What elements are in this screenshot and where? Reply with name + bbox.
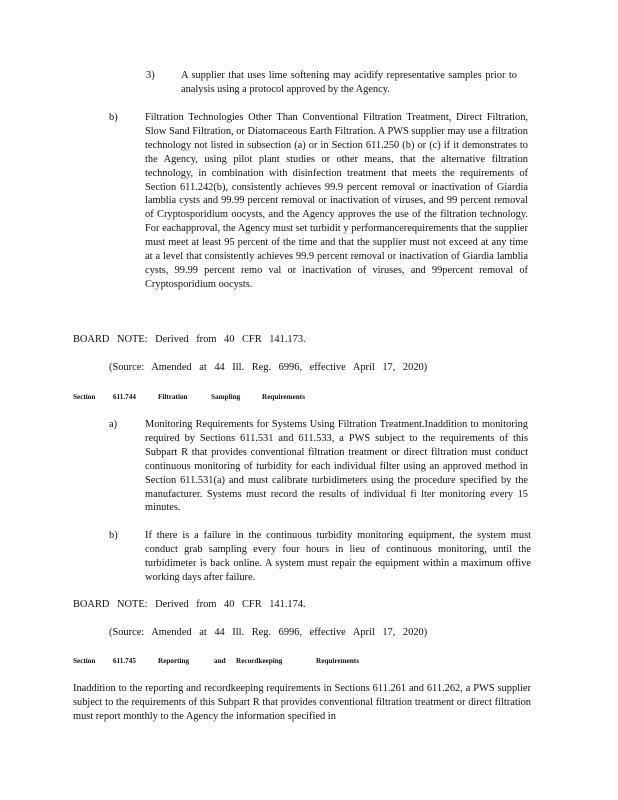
list-label-b: b) [109, 530, 118, 541]
list-label-3: 3) [146, 70, 155, 81]
section-number: 611.745 [113, 657, 136, 665]
section-title-word: Requirements [316, 657, 359, 665]
section-title-word: and [214, 657, 226, 665]
section-611-744-heading [73, 392, 305, 402]
filtration-technologies-paragraph: Filtration Technologies Other Than Conventional Filtration Treatment, Direct Filtration, Slow Sand Filtration, or Diatomaceous Earth Filtration. A PWS supplier may use a filtration technology not listed in subsection (a) or in Section 611.250 (b) or (c) if it demonstrates to the Agency, using pilot plant studies or other means, that the alternative filtration technology, in combination with disinfection treatment that meets the requirements of Section 611.242(b), consistently achieves 99.9 percent removal or inactivation of Giardia lamblia cysts and 99.99 percent removal or inactivation of viruses, and 99 percent removal of Cryptosporidium oocysts, and the Agency approves the use of the filtration technology. For eachapproval, the Agency must set turbidit y performancerequirements that the supplier must meet at least 95 percent of the time and that the supplier must not exceed at any time at a level that consistently achieves 99.9 percent removal or inactivation of Giardia lamblia cysts, 99.99 percent remo val or inactivation of viruses, and 99percent removal of Cryptosporidium oocysts. [145, 112, 528, 290]
lime-softening-paragraph: A supplier that uses lime softening may acidify representative samples prior to analysis using a protocol approved by the Agency. [181, 70, 517, 95]
list-label-a: a) [109, 419, 118, 430]
section-title-word: Requirements [262, 393, 305, 401]
section-number: 611.744 [113, 393, 136, 401]
source-note-1: (Source: Amended at 44 Ill. Reg. 6996, effective April 17, 2020) [109, 362, 428, 373]
section-611-745-heading [73, 656, 359, 666]
monitoring-requirements-paragraph: Monitoring Requirements for Systems Using Filtration Treatment.Inaddition to monitoring required by Sections 611.531 and 611.533, a PWS subject to the requirements of this Subpart R that provides conventional filtration treatment or direct filtration must conduct continuous monitoring of turbidity for each individual filter using an approved method in Section 611.531(a) and must calibrate turbidimeters using the procedure specified by the manufacturer. Systems must record the results of individual fi lter monitoring every 15 minutes. [145, 419, 528, 514]
section-title-word: Filtration [158, 393, 188, 401]
list-label-b: b) [109, 112, 118, 123]
board-note-141-173: BOARD NOTE: Derived from 40 CFR 141.173. [73, 334, 306, 345]
section-title-word: Recordkeeping [236, 657, 283, 665]
source-note-2: (Source: Amended at 44 Ill. Reg. 6996, effective April 17, 2020) [109, 627, 428, 638]
reporting-paragraph: Inaddition to the reporting and recordkeeping requirements in Sections 611.261 and 611.262, a PWS supplier subject to the requirements of this Subpart R that provides conventional filtration treatment or direct filtration must report monthly to the Agency the information specified in [73, 683, 531, 722]
equipment-failure-paragraph: If there is a failure in the continuous turbidity monitoring equipment, the system must conduct grab sampling every four hours in lieu of continuous monitoring, until the turbidimeter is back online. A system must repair the equipment within a maximum offive working days after failure. [145, 530, 531, 583]
section-title-word: Sampling [211, 393, 241, 401]
section-word: Section [73, 657, 96, 665]
section-word: Section [73, 393, 96, 401]
board-note-141-174: BOARD NOTE: Derived from 40 CFR 141.174. [73, 599, 306, 610]
section-title-word: Reporting [158, 657, 190, 665]
